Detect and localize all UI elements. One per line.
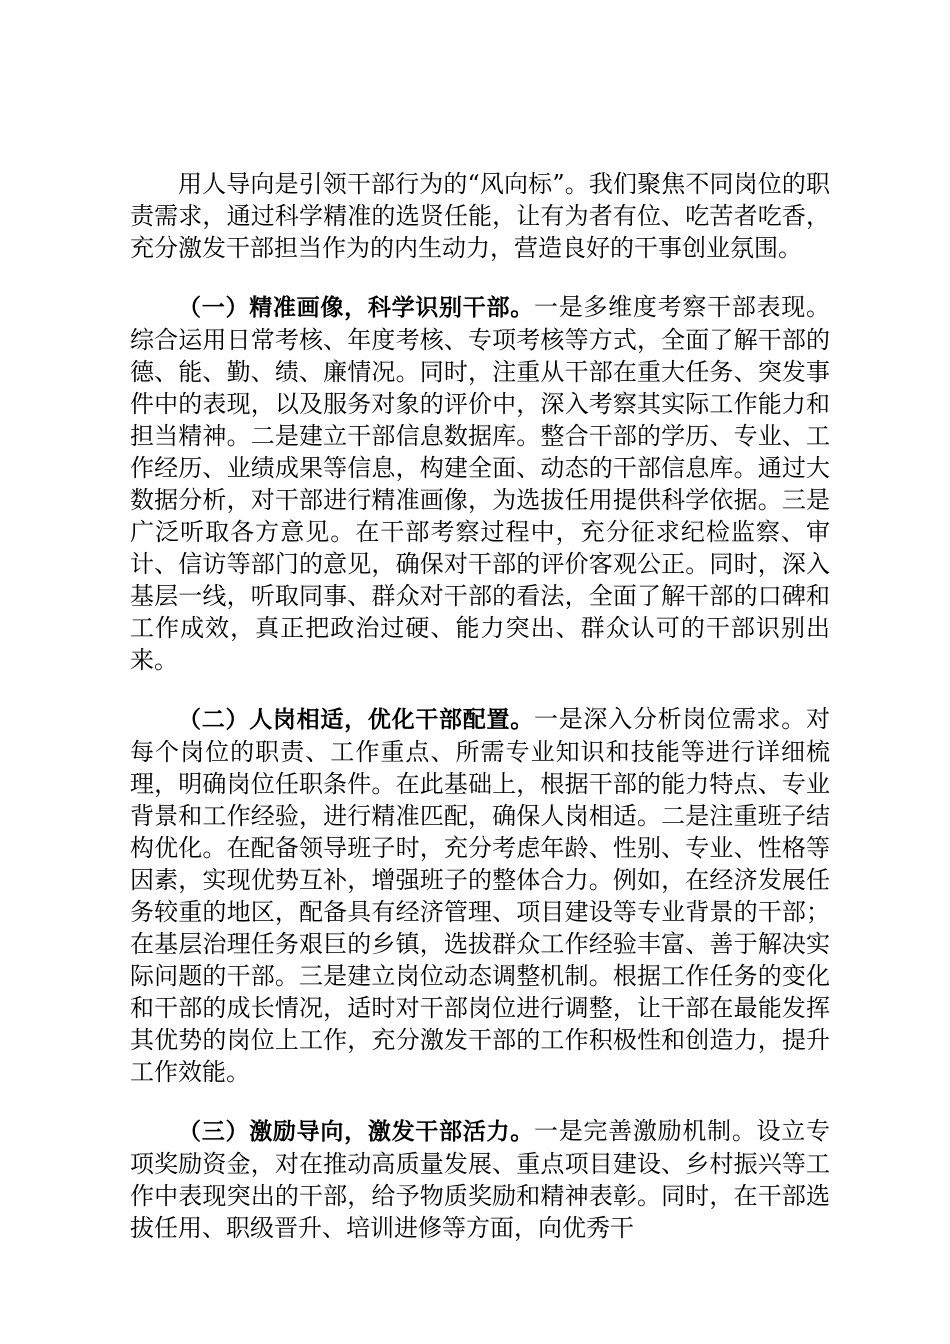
section-1-body: 一是多维度考察干部表现。综合运用日常考核、年度考核、专项考核等方式，全面了解干部的德、能、勤、绩、廉情况。同时，注重从干部在重大任务、突发事件中的表现，以及服务对象的评价中，深入考察其实际工作能力和担当精神。二是建立干部信息数据库。整合干部的学历、专业、工作经历、业绩成果等信息，构建全面、动态的干部信息库。通过大数据分析，对干部进行精准画像，为选拔任用提供科学依据。三是广泛听取各方意见。在干部考察过程中，充分征求纪检监察、审计、信访等部门的意见，确保对干部的评价客观公正。同时，深入基层一线，听取同事、群众对干部的看法，全面了解干部的口碑和工作成效，真正把政治过硬、能力突出、群众认可的干部识别出来。: [130, 293, 831, 674]
section-2-body: 一是深入分析岗位需求。对每个岗位的职责、工作重点、所需专业知识和技能等进行详细梳理，明确岗位任职条件。在此基础上，根据干部的能力特点、专业背景和工作经验，进行精准匹配，确保人岗相适。二是注重班子结构优化。在配备领导班子时，充分考虑年龄、性别、专业、性格等因素，实现优势互补，增强班子的整体合力。例如，在经济发展任务较重的地区，配备具有经济管理、项目建设等专业背景的干部；在基层治理任务艰巨的乡镇，选拔群众工作经验丰富、善于解决实际问题的干部。三是建立岗位动态调整机制。根据工作任务的变化和干部的成长情况，适时对干部岗位进行调整，让干部在最能发挥其优势的岗位上工作，充分激发干部的工作积极性和创造力，提升工作效能。: [130, 705, 831, 1086]
section-2-heading: （二）人岗相适，优化干部配置。: [178, 707, 534, 733]
section-3-body: 一是完善激励机制。设立专项奖励资金，对在推动高质量发展、重点项目建设、乡村振兴等工作中表现突出的干部，给予物质奖励和精神表彰。同时，在干部选拔任用、职级晋升、培训进修等方面，向优秀干: [130, 1117, 831, 1242]
document-body: [130, 168, 830, 1271]
section-2-paragraph: [130, 703, 830, 1088]
section-3-heading: （三）激励导向，激发干部活力。: [178, 1119, 534, 1145]
section-1-heading: （一）精准画像，科学识别干部。: [178, 295, 534, 321]
intro-paragraph: 用人导向是引领干部行为的“风向标”。我们聚焦不同岗位的职责需求，通过科学精准的选贤任能，让有为者有位、吃苦者吃香，充分激发干部担当作为的内生动力，营造良好的干事创业氛围。: [130, 170, 830, 262]
section-3-paragraph: [130, 1115, 830, 1244]
section-1-paragraph: [130, 291, 830, 676]
